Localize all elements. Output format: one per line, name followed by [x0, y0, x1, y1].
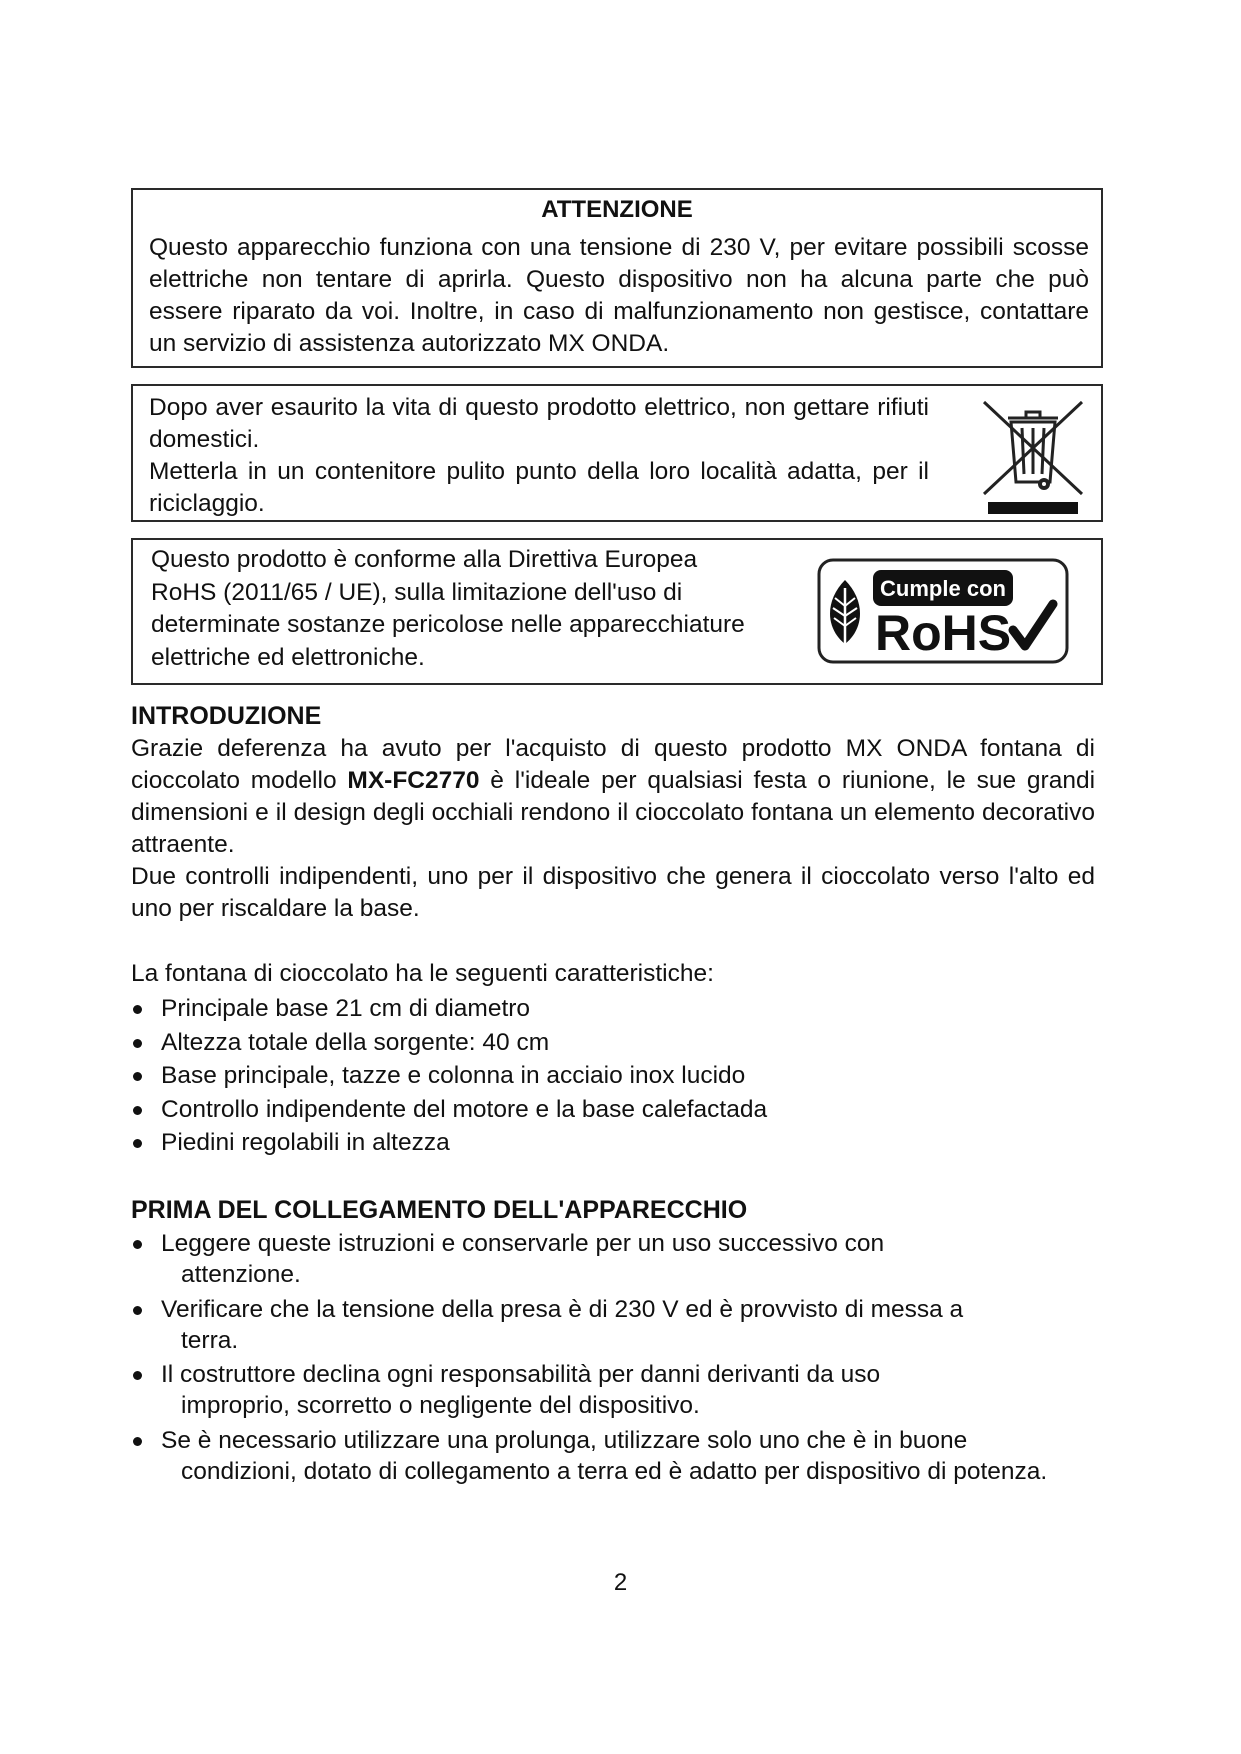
bullet-icon [133, 1106, 142, 1115]
attention-box [131, 188, 1103, 368]
attention-title: ATTENZIONE [541, 196, 693, 223]
bullet-icon [133, 1139, 142, 1148]
crossed-out-wheelie-bin-icon [978, 396, 1088, 514]
list-item: Leggere queste istruzioni e conservarle per un uso successivo con attenzione. [131, 1228, 1124, 1290]
weee-line-1: Dopo aver esaurito la vita di questo prodotto elettrico, non gettare rifiuti domestici. [149, 394, 929, 453]
list-item: Controllo indipendente del motore e la base calefactada [131, 1093, 767, 1127]
bullet-icon [133, 1371, 142, 1380]
rohs-box [131, 538, 1103, 685]
list-item: Base principale, tazze e colonna in acciaio inox lucido [131, 1059, 767, 1093]
list-item: Se è necessario utilizzare una prolunga, utilizzare solo uno che è in buone condizioni, dotato di collegamento a terra ed è adatto per dispositivo di potenza. [131, 1425, 1124, 1487]
bullet-icon [133, 1039, 142, 1048]
list-item: Verificare che la tensione della presa è di 230 V ed è provvisto di messa a terra. [131, 1294, 1124, 1356]
bullet-icon [133, 1072, 142, 1081]
bullet-icon [133, 1306, 142, 1315]
bullet-icon [133, 1240, 142, 1249]
list-item: Principale base 21 cm di diametro [131, 992, 767, 1026]
prima-title: PRIMA DEL COLLEGAMENTO DELL'APPARECCHIO [131, 1196, 748, 1224]
bullet-icon [133, 1005, 142, 1014]
list-item: Piedini regolabili in altezza [131, 1126, 767, 1160]
intro-body [131, 733, 1095, 925]
intro-title: INTRODUZIONE [131, 702, 322, 730]
features-list [131, 992, 767, 1160]
list-item: Altezza totale della sorgente: 40 cm [131, 1026, 767, 1060]
attention-text: Questo apparecchio funziona con una tensione di 230 V, per evitare possibili scosse elettriche non tentare di aprirla. Questo dispositivo non ha alcuna parte che può essere riparato da voi. Inoltre, in caso di malfunzionamento non gestisce, contattare un servizio di assistenza autorizzato MX ONDA. [149, 234, 1089, 357]
bullet-icon [133, 1437, 142, 1446]
rohs-text: Questo prodotto è conforme alla Direttiva Europea RoHS (2011/65 / UE), sulla limitazione dell'uso di determinate sostanze pericolose nelle apparecchiature elettriche ed elettroniche. [151, 546, 745, 671]
rohs-logo-badge: Cumple con [880, 576, 1006, 601]
weee-line-2: Metterla in un contenitore pulito punto della loro località adatta, per il riciclaggio. [149, 458, 929, 517]
prima-list [131, 1228, 1124, 1490]
features-lead: La fontana di cioccolato ha le seguenti caratteristiche: [131, 960, 714, 987]
weee-box [131, 384, 1103, 522]
intro-paragraph-2: Due controlli indipendenti, uno per il dispositivo che genera il cioccolato verso l'alto ed uno per riscaldare la base. [131, 863, 1095, 922]
intro-paragraph-1: Grazie deferenza ha avuto per l'acquisto di questo prodotto MX ONDA fontana di cioccolato modello MX-FC2770 è l'ideale per qualsiasi festa o riunione, le sue grandi dimensioni e il design degli occhiali rendono il cioccolato fontana un elemento decorativo attraente. [131, 735, 1096, 858]
list-item: Il costruttore declina ogni responsabilità per danni derivanti da uso improprio, scorretto o negligente del dispositivo. [131, 1359, 1124, 1421]
page-number: 2 [613, 1569, 628, 1596]
weee-text [149, 392, 929, 520]
model-number: MX-FC2770 [347, 767, 480, 794]
rohs-logo [817, 558, 1069, 664]
rohs-logo-text: RoHS [875, 605, 1012, 661]
